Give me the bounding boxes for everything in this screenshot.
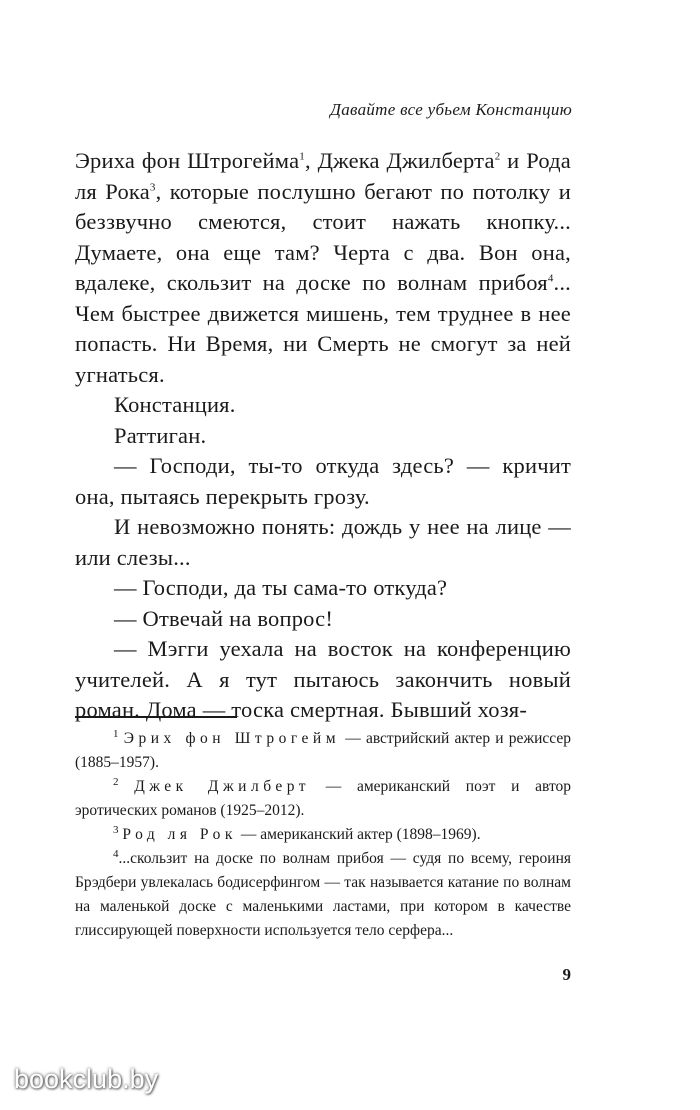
footnotes [75, 727, 571, 943]
watermark-logo: bookclub.by [14, 1064, 159, 1094]
footnote-name: Эрих фон Штрогейм [123, 730, 341, 747]
main-text [75, 146, 571, 726]
paragraph: Раттиган. [114, 422, 207, 448]
footnote: $^1$ Эрих фон Штрогейм — австрийский актер и режиссер (1885–1957). [75, 727, 572, 771]
footnote-ref: 2 [494, 150, 501, 163]
paragraph: — Господи, да ты сама-то откуда? [114, 575, 448, 600]
paragraph: Эриха фон Штрогейма$^1$, Джека Джилберта$^2$ и Рода ля Рока$^3$, которые послушно бегают по потолку и беззвучно смеются, стоит нажать кнопку... Думаете, она еще там? Черта с два. Вон она, вдалеке, скользит на доске по волнам прибоя$^4$... Чем быстрее движется мишень, тем труднее в нее попасть. Ни Время, ни Смерть не смогут за ней угнаться. [75, 148, 571, 387]
footnote: $^4$...скользит на доске по волнам прибоя — судя по всему, героиня Брэдбери увлекалась бодисерфингом — так называется катание по волнам на маленькой доске с маленькими ластами, при котором в качестве глиссирующей поверхности используется тело серфера... [75, 847, 571, 939]
paragraph: — Мэгги уехала на восток на конференцию учителей. А я тут пытаюсь закончить новый роман. Дома — тоска смертная. Бывший хозя- [75, 636, 571, 722]
running-header: Давайте все убьем Констанцию [330, 100, 572, 119]
footnote-name: Род ля Рок [122, 826, 237, 843]
paragraph: Констанция. [114, 392, 236, 417]
footnote-separator [75, 716, 237, 718]
footnote-ref: 3 [149, 181, 156, 193]
page-number: 9 [562, 965, 571, 984]
footnote: $^2$ Джек Джилберт — американский поэт и автор эротических романов (1925–2012). [75, 775, 572, 819]
footnote: $^3$ Род ля Рок — американский актер (1898–1969). [113, 823, 481, 843]
paragraph: И невозможно понять: дождь у нее на лице — или слезы... [75, 514, 571, 570]
paragraph: — Господи, ты-то откуда здесь? — кричит она, пытаясь перекрыть грозу. [75, 453, 571, 509]
footnote-ref: 4 [547, 272, 554, 285]
footnote-ref: 1 [299, 150, 305, 163]
footnote-name: Джек Джилберт [134, 778, 311, 795]
paragraph: — Отвечай на вопрос! [114, 605, 334, 631]
